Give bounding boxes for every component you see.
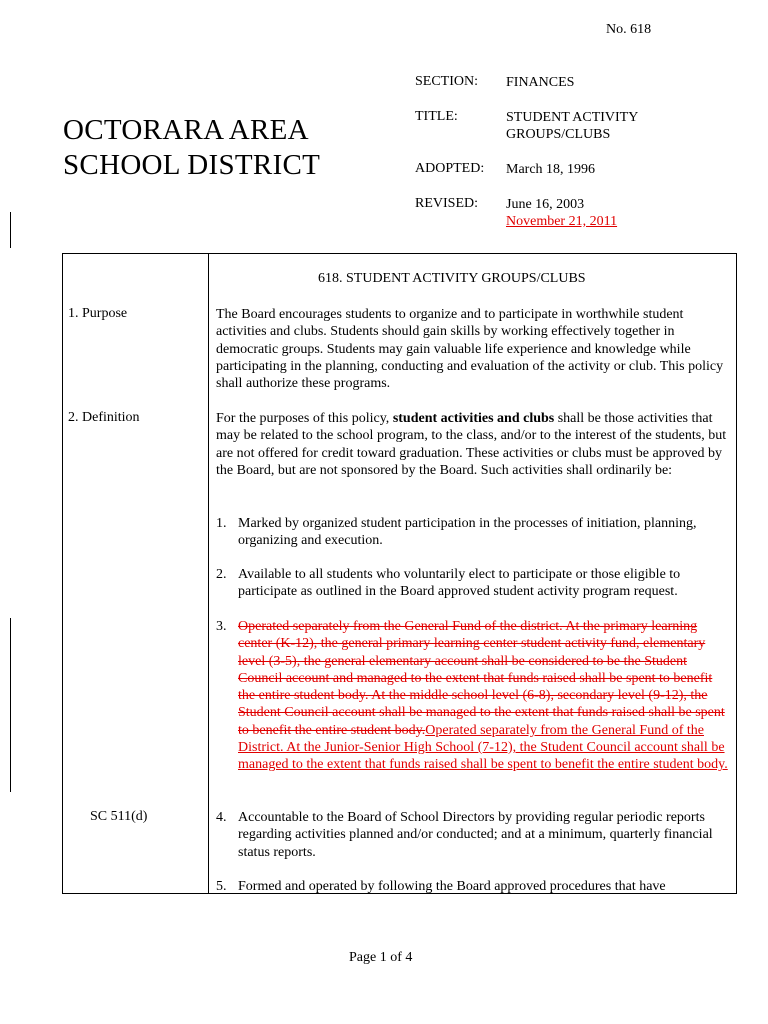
change-bar-header: [10, 212, 11, 248]
list-item-text: [238, 618, 728, 774]
title-value-line2: GROUPS/CLUBS: [506, 127, 611, 142]
list-item-text: Available to all students who voluntarily elect to participate or those eligible to participate as outlined in the Board approved student activity program request.: [238, 567, 681, 600]
revised-date-original: June 16, 2003: [506, 197, 585, 212]
definition-rest: shall be those activities that may be related to the school program, to the class, and/or to the interest of the students, but are not offered for credit toward graduation. These activities or clubs must be approved by the Board, but are not sponsored by the Board. Such activities shall ordinarily be:: [216, 411, 727, 478]
list-item-text: Marked by organized student participation in the processes of initiation, planning, organizing and execution.: [238, 516, 697, 549]
change-bar-item3: [10, 618, 11, 792]
list-item-number: 1.: [216, 516, 227, 531]
revised-value: [506, 196, 617, 230]
adopted-label: ADOPTED:: [415, 161, 485, 176]
definition-term: student activities and clubs: [392, 411, 555, 426]
page-number: Page 1 of 4: [349, 950, 413, 965]
list-item-number: 5.: [216, 879, 227, 894]
statute-reference: SC 511(d): [90, 809, 148, 824]
section-label: SECTION:: [415, 74, 478, 89]
deleted-text: Operated separately from the General Fund of the district. At the primary learning center (K-12), the general primary learning center student activity fund, elementary level (3-5), the general elementary account shall be considered to be the Student Council account and managed to the extent that funds raised shall be spent to benefit the entire student body. At the middle school level (6-8), secondary level (9-12), the Student Council account shall be managed to the extent that funds raised shall be spent to benefit the entire student body.: [238, 619, 725, 738]
district-name: [63, 113, 320, 183]
adopted-value: March 18, 1996: [506, 162, 596, 177]
definition-label: 2. Definition: [68, 410, 140, 425]
list-item: [216, 566, 728, 601]
title-label: TITLE:: [415, 109, 458, 124]
district-name-line2: SCHOOL DISTRICT: [63, 149, 321, 181]
district-name-line1: OCTORARA AREA: [63, 114, 309, 146]
policy-heading: 618. STUDENT ACTIVITY GROUPS/CLUBS: [318, 271, 586, 286]
list-item-text: Formed and operated by following the Board approved procedures that have: [238, 879, 666, 894]
list-item-revised: [216, 618, 728, 774]
definition-intro: For the purposes of this policy,: [216, 411, 393, 426]
list-item: [216, 809, 728, 861]
list-item: [216, 515, 728, 550]
policy-table-divider: [208, 253, 209, 894]
revised-label: REVISED:: [415, 196, 478, 211]
list-item-number: 4.: [216, 810, 227, 825]
list-item-text: Accountable to the Board of School Directors by providing regular periodic reports regarding activities planned and/or conducted; and at a minimum, quarterly financial status reports.: [238, 810, 713, 860]
list-item-number: 3.: [216, 619, 227, 634]
title-value: [506, 109, 638, 143]
policy-number: No. 618: [606, 22, 652, 37]
title-value-line1: STUDENT ACTIVITY: [506, 110, 639, 125]
list-item-number: 2.: [216, 567, 227, 582]
section-value: FINANCES: [506, 75, 575, 90]
list-item: [216, 878, 728, 895]
purpose-text: The Board encourages students to organize and to participate in worthwhile student activities and clubs. Students should gain skills by working effectively together in democratic groups. Students may gain valuable life experience and knowledge while participating in the planning, conducting and evaluation of the activity or club. This policy shall authorize these programs.: [216, 307, 724, 392]
inserted-text: Operated separately from the General Fund of the District. At the Junior-Senior High School (7-12), the Student Council account shall be managed to the extent that funds raised shall be spent to benefit the entire student body.: [238, 722, 728, 773]
revised-date-new: November 21, 2011: [506, 214, 618, 229]
purpose-label: 1. Purpose: [68, 306, 128, 321]
definition-text: [216, 410, 728, 479]
